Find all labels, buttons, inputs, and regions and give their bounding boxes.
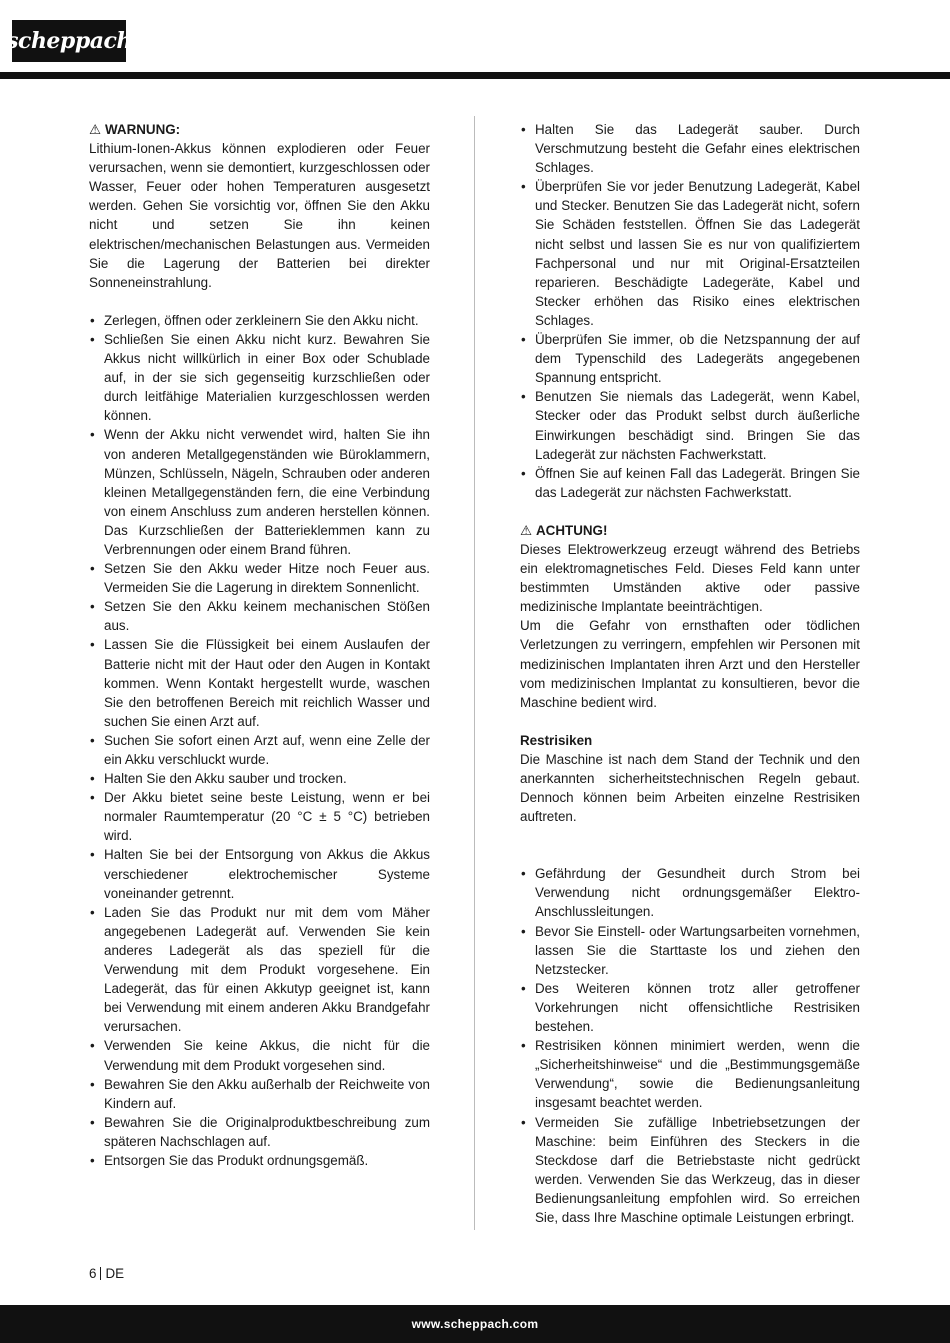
list-item: • Überprüfen Sie vor jeder Benutzung Ladegerät, Kabel und Stecker. Benutzen Sie das Ladegerät nicht, sofern Sie Schäden feststellen. Öffnen Sie das Ladegerät nicht selbst und lassen Sie es nur von qualifiziertem Fachpersonal und nur mit Original-Ersatzteilen reparieren. Beschädigte Ladegeräte, Kabel und Stecker erhöhen das Risiko eines elektrischen Schlages. [520, 177, 860, 330]
list-item: • Lassen Sie die Flüssigkeit bei einem Auslaufen der Batterie nicht mit der Haut oder den Augen in Kontakt kommen. Wenn Kontakt hergestellt wurde, waschen Sie den betroffenen Bereich mit reichlich Wasser und suchen Sie einen Arzt auf. [89, 635, 430, 730]
residual-risks-text: Die Maschine ist nach dem Stand der Technik und den anerkannten sicherheitstechnischen Regeln gebaut. Dennoch können beim Arbeiten einzelne Restrisiken auftreten. [520, 751, 860, 825]
list-item: • Gefährdung der Gesundheit durch Strom bei Verwendung nicht ordnungsgemäßer Elektro-Anschlussleitungen. [520, 864, 860, 921]
list-item: • Überprüfen Sie immer, ob die Netzspannung der auf dem Typenschild des Ladegeräts angegebenen Spannung entspricht. [520, 330, 860, 387]
warning-triangle-icon: ⚠ [89, 122, 102, 137]
warning-text: Lithium-Ionen-Akkus können explodieren oder Feuer verursachen, wenn sie demontiert, kurzgeschlossen oder Wasser, Feuer oder hohen Temperaturen ausgesetzt werden. Gehen Sie vorsichtig vor, öffnen Sie den Akku nicht und setzen Sie ihn keinen elektrischen/mechanischen Belastungen aus. Vermeiden Sie die Lagerung der Batterien bei direkter Sonneneinstrahlung. [89, 141, 430, 290]
list-item: • Setzen Sie den Akku keinem mechanischen Stößen aus. [89, 597, 430, 635]
list-item: • Bevor Sie Einstell- oder Wartungsarbeiten vornehmen, lassen Sie die Starttaste los und ziehen den Netzstecker. [520, 922, 860, 979]
list-item: • Schließen Sie einen Akku nicht kurz. Bewahren Sie Akkus nicht willkürlich in einer Box oder Schublade auf, in der sie sich gegenseitig kurzschließen oder durch leitfähige Materialien kurzgeschlossen werden können. [89, 330, 430, 425]
right-column [520, 120, 860, 1227]
language-code: DE [105, 1266, 125, 1281]
list-item: • Wenn der Akku nicht verwendet wird, halten Sie ihn von anderen Metallgegenständen wie Büroklammern, Münzen, Schlüsseln, Nägeln, Schrauben oder anderen kleinen Metallgegenständen fern, die eine Verbindung von einem Anschluss zum anderen herstellen können. Das Kurzschließen der Batterieklemmen kann zu Verbrennungen oder einem Brand führen. [89, 425, 430, 559]
list-item: • Setzen Sie den Akku weder Hitze noch Feuer aus. Vermeiden Sie die Lagerung in direktem Sonnenlicht. [89, 559, 430, 597]
residual-risks-list [520, 864, 860, 1227]
battery-safety-list [89, 311, 430, 1170]
list-item: • Bewahren Sie den Akku außerhalb der Reichweite von Kindern auf. [89, 1075, 430, 1113]
list-item: • Öffnen Sie auf keinen Fall das Ladegerät. Bringen Sie das Ladegerät zur nächsten Fachwerkstatt. [520, 464, 860, 502]
caution-heading [520, 521, 860, 540]
list-item: • Der Akku bietet seine beste Leistung, wenn er bei normaler Raumtemperatur (20 °C ± 5 °C) betrieben wird. [89, 788, 430, 845]
list-item: • Restrisiken können minimiert werden, wenn die „Sicherheitshinweise“ und die „Bestimmungsgemäße Verwendung“, sowie die Bedienungsanleitung insgesamt beachtet werden. [520, 1036, 860, 1112]
page-number-value: 6 [89, 1266, 97, 1281]
spacer [520, 845, 860, 864]
footer-bar [0, 1305, 950, 1343]
list-item: • Bewahren Sie die Originalproduktbeschreibung zum späteren Nachschlagen auf. [89, 1113, 430, 1151]
list-item: • Verwenden Sie keine Akkus, die nicht für die Verwendung mit dem Produkt vorgesehen sind. [89, 1036, 430, 1074]
warning-title: WARNUNG: [105, 122, 181, 137]
spacer [520, 502, 860, 521]
page-number [89, 1266, 124, 1281]
list-item: • Suchen Sie sofort einen Arzt auf, wenn eine Zelle der ein Akku verschluckt wurde. [89, 731, 430, 769]
spacer [520, 826, 860, 845]
header-rule [0, 72, 950, 79]
residual-risks-heading: Restrisiken [520, 732, 593, 748]
list-item: • Benutzen Sie niemals das Ladegerät, wenn Kabel, Stecker oder das Produkt selbst durch äußerliche Einwirkungen beschädigt sind. Bringen Sie das Ladegerät zur nächsten Fachwerkstatt. [520, 387, 860, 463]
warning-triangle-icon: ⚠ [520, 522, 533, 538]
page-number-separator [100, 1267, 101, 1280]
spacer [89, 292, 430, 311]
column-divider [474, 116, 475, 1230]
list-item: • Halten Sie den Akku sauber und trocken. [89, 769, 430, 788]
caution-title: ACHTUNG! [536, 522, 608, 538]
caution-text: Dieses Elektrowerkzeug erzeugt während des Betriebs ein elektromagnetisches Feld. Dieses Feld kann unter bestimmten Umständen aktive oder passive medizinische Implantate beeinträchtigen. [520, 541, 860, 615]
list-item: • Halten Sie bei der Entsorgung von Akkus die Akkus verschiedener elektrochemischer Systeme voneinander getrennt. [89, 845, 430, 902]
warning-heading [89, 120, 430, 139]
list-item: • Halten Sie das Ladegerät sauber. Durch Verschmutzung besteht die Gefahr eines elektrischen Schlages. [520, 120, 860, 177]
footer-url[interactable]: www.scheppach.com [411, 1317, 539, 1331]
left-column [89, 120, 430, 1170]
caution-text-2: Um die Gefahr von ernsthaften oder tödlichen Verletzungen zu verringern, empfehlen wir Personen mit medizinischen Implantaten ihren Arzt und den Hersteller vom medizinischen Implantat zu konsultieren, bevor die Maschine bedient wird. [520, 618, 860, 710]
list-item: • Des Weiteren können trotz aller getroffener Vorkehrungen nicht offensichtliche Restrisiken bestehen. [520, 979, 860, 1036]
list-item: • Laden Sie das Produkt nur mit dem vom Mäher angegebenen Ladegerät auf. Verwenden Sie kein anderes Ladegerät als das speziell für die Verwendung mit dem Produkt vorgesehene. Ein Ladegerät, das für einen Akkutyp geeignet ist, kann bei Verwendung mit einem anderen Akku Brandgefahr verursachen. [89, 903, 430, 1037]
spacer [520, 712, 860, 731]
list-item: • Vermeiden Sie zufällige Inbetriebsetzungen der Maschine: beim Einführen des Steckers in die Steckdose darf die Betriebstaste nicht gedrückt werden. Verwenden Sie das Werkzeug, das in dieser Bedienungsanleitung empfohlen wird. So erreichen Sie, dass Ihre Maschine optimale Leistungen erbringt. [520, 1113, 860, 1228]
charger-safety-list [520, 120, 860, 502]
list-item: • Entsorgen Sie das Produkt ordnungsgemäß. [89, 1151, 430, 1170]
list-item: • Zerlegen, öffnen oder zerkleinern Sie den Akku nicht. [89, 311, 430, 330]
brand-logo: scheppach [12, 20, 126, 62]
